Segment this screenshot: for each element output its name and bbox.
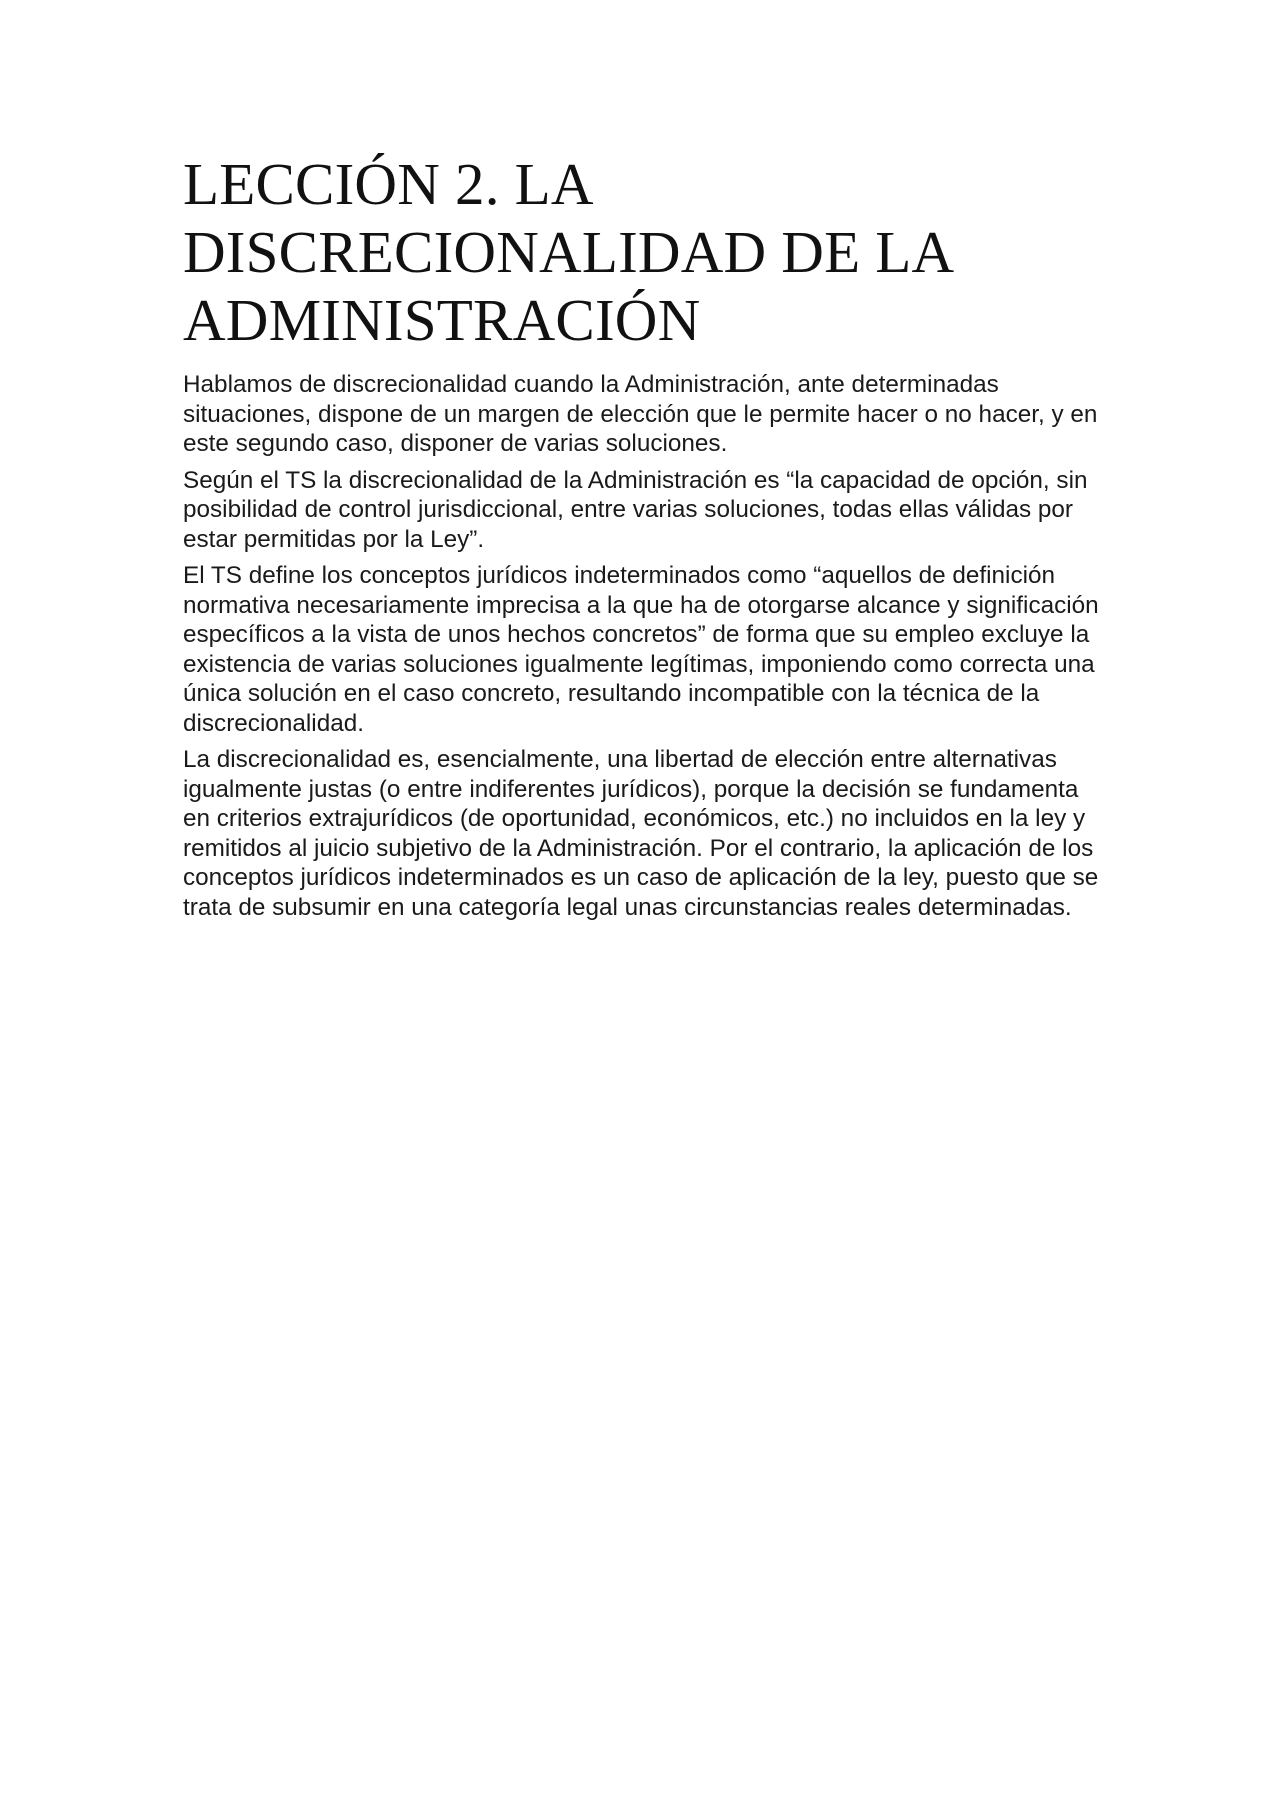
document-content <box>183 150 1108 929</box>
lesson-title: LECCIÓN 2. LA DISCRECIONALIDAD DE LA ADMINISTRACIÓN <box>183 151 952 353</box>
paragraph-ts-discretionality: Según el TS la discrecionalidad de la Administración es “la capacidad de opción, sin posibilidad de control jurisdiccional, entre varias soluciones, todas ellas válidas por estar permitidas por la Ley”. <box>183 466 1088 553</box>
paragraph-comparison: La discrecionalidad es, esencialmente, una libertad de elección entre alternativas igualmente justas (o entre indiferentes jurídicos), porque la decisión se fundamenta en criterios extrajurídicos (de oportunidad, económicos, etc.) no incluidos en la ley y remitidos al juicio subjetivo de la Administración. Por el contrario, la aplicación de los conceptos jurídicos indeterminados es un caso de aplicación de la ley, puesto que se trata de subsumir en una categoría legal unas circunstancias reales determinadas. <box>183 746 1099 921</box>
paragraph-definition: Hablamos de discrecionalidad cuando la Administración, ante determinadas situaciones, dispone de un margen de elección que le permite hacer o no hacer, y en este segundo caso, disponer de varias soluciones. <box>183 371 1098 457</box>
paragraph-indeterminate-concepts: El TS define los conceptos jurídicos indeterminados como “aquellos de definición normativa necesariamente imprecisa a la que ha de otorgarse alcance y significación específicos a la vista de unos hechos concretos” de forma que su empleo excluye la existencia de varias soluciones igualmente legítimas, imponiendo como correcta una única solución en el caso concreto, resultando incompatible con la técnica de la discrecionalidad. <box>183 562 1099 737</box>
